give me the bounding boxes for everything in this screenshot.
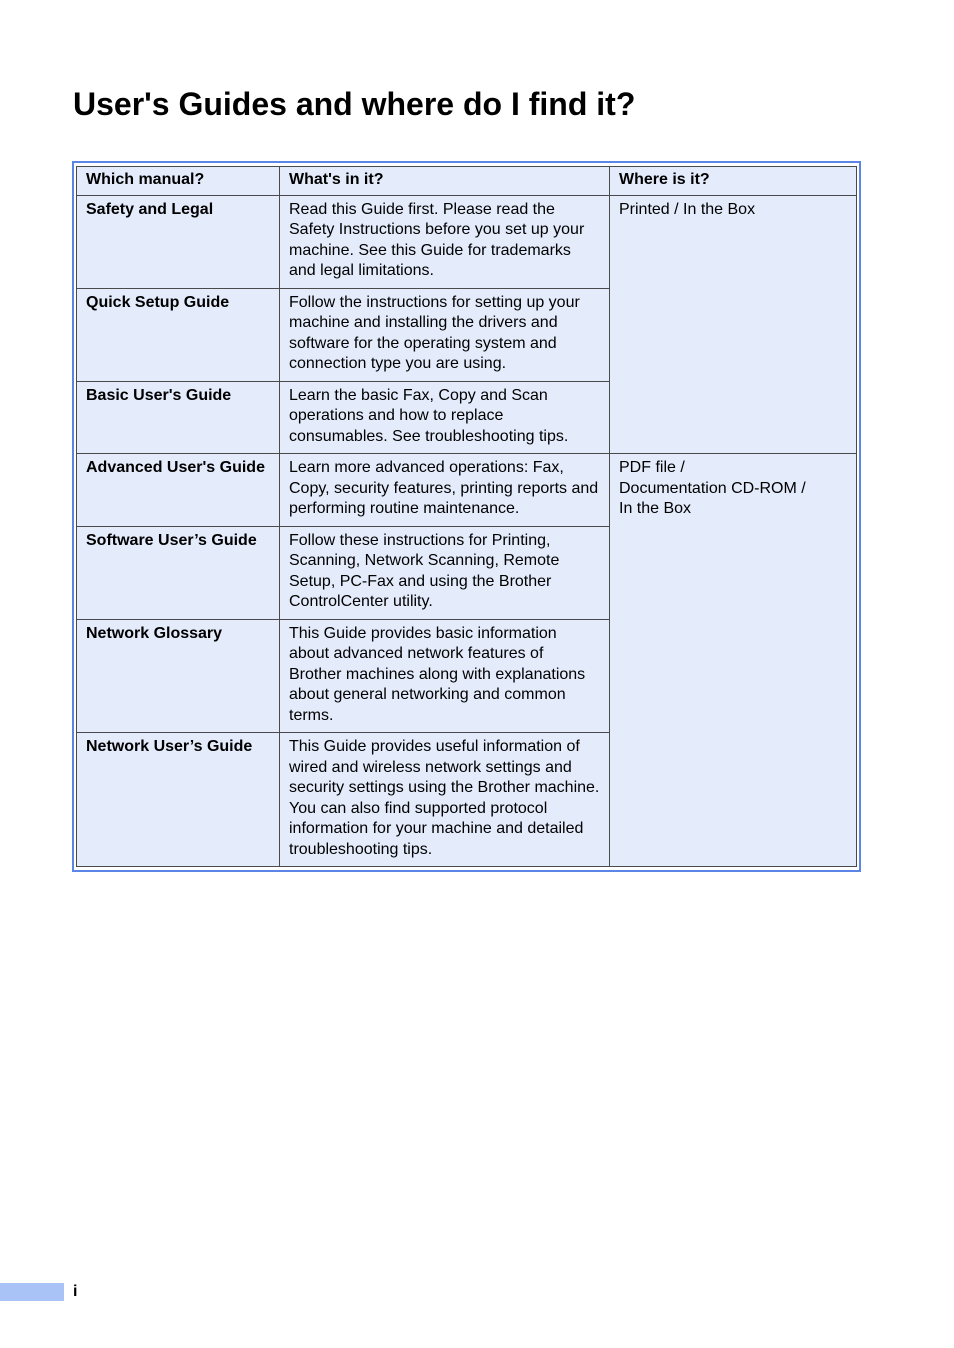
manual-contents: Learn more advanced operations: Fax, Copy, security features, printing reports and performing routine maintenance. [280, 454, 610, 527]
manual-contents: This Guide provides basic information about advanced network features of Brother machines along with explanations about general networking and common terms. [280, 619, 610, 733]
table-row [77, 195, 857, 288]
location-printed: Printed / In the Box [610, 195, 857, 454]
manual-contents: Learn the basic Fax, Copy and Scan operations and how to replace consumables. See troubleshooting tips. [280, 381, 610, 454]
location-line: In the Box [619, 500, 692, 517]
header-where-is-it: Where is it? [610, 167, 857, 196]
header-whats-in-it: What's in it? [280, 167, 610, 196]
manual-name: Basic User's Guide [77, 381, 280, 454]
location-line: PDF file / [619, 459, 685, 476]
guides-table-frame [72, 161, 861, 872]
manual-contents: Follow these instructions for Printing, Scanning, Network Scanning, Remote Setup, PC-Fax and using the Brother ControlCenter utility. [280, 526, 610, 619]
page-title: User's Guides and where do I find it? [73, 86, 636, 122]
manual-name: Advanced User's Guide [77, 454, 280, 527]
location-pdf [610, 454, 857, 867]
manual-name: Safety and Legal [77, 195, 280, 288]
manual-contents: Read this Guide first. Please read the Safety Instructions before you set up your machine. See this Guide for trademarks and legal limitations. [280, 195, 610, 288]
page-number: i [73, 1283, 78, 1300]
manual-name: Software User’s Guide [77, 526, 280, 619]
guides-table [76, 166, 857, 867]
header-which-manual: Which manual? [77, 167, 280, 196]
location-line: Documentation CD-ROM / [619, 479, 806, 497]
manual-name: Quick Setup Guide [77, 288, 280, 381]
manual-name: Network Glossary [77, 619, 280, 733]
manual-name: Network User’s Guide [77, 733, 280, 867]
footer-accent-bar [0, 1283, 64, 1301]
manual-contents: This Guide provides useful information of wired and wireless network settings and security settings using the Brother machine. You can also find supported protocol information for your machine and detailed troubleshooting tips. [280, 733, 610, 867]
table-header-row [77, 167, 857, 196]
manual-contents: Follow the instructions for setting up your machine and installing the drivers and software for the operating system and connection type you are using. [280, 288, 610, 381]
table-row [77, 454, 857, 527]
